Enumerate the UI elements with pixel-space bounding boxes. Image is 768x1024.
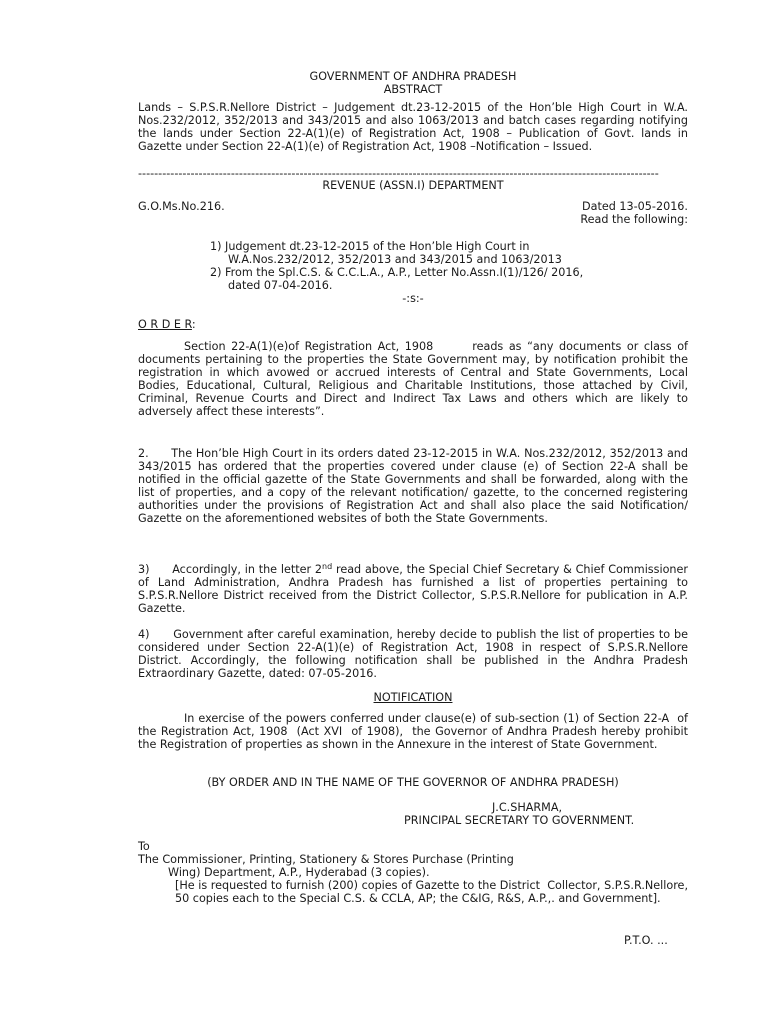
recipient-line-2: Wing) Department, A.P., Hyderabad (3 copies).	[168, 866, 430, 879]
subject-paragraph: Lands – S.P.S.R.Nellore District – Judgement dt.23-12-2015 of the Hon’ble High Court in W.A. Nos.232/2012, 352/2013 and 343/2015 and also 1063/2013 and batch cases regarding notifying the lands under Section 22-A(1)(e) of Registration Act, 1908 – Publication of Govt. lands in Gazette under Section 22-A(1)(e) of Registration Act, 1908 –Notification – Issued.	[138, 101, 688, 153]
order-paragraph-3-rest: read above, the Special Chief Secretary & Chief Commissioner of Land Administration, Andhra Pradesh has furnished a list of properties pertaining to S.P.S.R.Nellore District received from the District Collector, S.P.S.R.Nellore for publication in A.P. Gazette.	[138, 563, 688, 615]
reference-2-line-1: 2) From the Spl.C.S. & C.C.L.A., A.P., Letter No.Assn.I(1)/126/ 2016,	[210, 266, 584, 279]
abstract-label: ABSTRACT	[383, 83, 443, 96]
order-paragraph-2: 2. The Hon’ble High Court in its orders dated 23-12-2015 in W.A. Nos.232/2012, 352/2013 and 343/2015 has ordered that the properties covered under clause (e) of Section 22-A shall be notified in the official gazette of the State Governments and shall be forwarded, along with the list of properties, and a copy of the relevant notification/ gazette, to the concerned registering authorities under the provisions of Registration Act and shall also place the said Notification/ Gazette on the aforementioned websites of both the State Governments.	[138, 447, 688, 525]
pto-marker: P.T.O. ...	[624, 934, 668, 947]
signatory-name: J.C.SHARMA,	[492, 801, 563, 814]
read-following: Read the following:	[580, 213, 688, 226]
notification-body: In exercise of the powers conferred under clause(e) of sub-section (1) of Section 22-A of the Registration Act, 1908 (Act XVI of 1908), the Governor of Andhra Pradesh hereby prohibit the Registration of properties as shown in the Annexure in the interest of State Government.	[138, 712, 688, 751]
government-title: GOVERNMENT OF ANDHRA PRADESH	[309, 70, 517, 83]
reference-2-line-2: dated 07-04-2016.	[228, 279, 333, 292]
order-heading	[138, 318, 688, 331]
recipient-line-1: The Commissioner, Printing, Stationery & Stores Purchase (Printing	[138, 853, 514, 866]
separator-mark: -:s:-	[402, 292, 424, 305]
reference-1-line-2: W.A.Nos.232/2012, 352/2013 and 343/2015 and 1063/2013	[228, 253, 562, 266]
to-label: To	[138, 840, 150, 853]
order-paragraph-1: Section 22-A(1)(e)of Registration Act, 1908 reads as “any documents or class of documents pertaining to the properties the State Government may, by notification prohibit the registration in which avowed or accrued interests of Central and State Governments, Local Bodies, Educational, Cultural, Religious and Charitable Institutions, those attached by Civil, Criminal, Revenue Courts and Direct and Indirect Tax Laws and others which are likely to adversely affect these interests”.	[138, 340, 688, 418]
references-list	[210, 240, 688, 292]
order-paragraph-3	[138, 563, 688, 615]
recipient-instructions: [He is requested to furnish (200) copies of Gazette to the District Collector, S.P.S.R.Nellore, 50 copies each to the Special C.S. & CCLA, AP; the C&IG, R&S, A.P.,. and Government].	[175, 879, 688, 905]
go-number: G.O.Ms.No.216.	[138, 200, 225, 213]
order-paragraph-4: 4) Government after careful examination, hereby decide to publish the list of properties to be considered under Section 22-A(1)(e) of Registration Act, 1908 in respect of S.P.S.R.Nellore District. Accordingly, the following notification shall be published in the Andhra Pradesh Extraordinary Gazette, dated: 07-05-2016.	[138, 628, 688, 680]
signatory-title: PRINCIPAL SECRETARY TO GOVERNMENT.	[404, 814, 635, 827]
signature-block	[404, 801, 634, 827]
order-paragraph-3-start: 3) Accordingly, in the letter 2	[138, 563, 323, 576]
distribution-block	[138, 840, 688, 905]
order-heading-colon: :	[191, 318, 196, 331]
reference-1-line-1: 1) Judgement dt.23-12-2015 of the Hon’ble High Court in	[210, 240, 530, 253]
notification-heading	[138, 691, 688, 704]
order-heading-text: O R D E R	[138, 318, 192, 331]
notification-heading-text: NOTIFICATION	[373, 691, 453, 704]
dashed-divider: ---------------------------------------------------------------------------------------------------------------------------------	[138, 167, 659, 180]
department-name: REVENUE (ASSN.I) DEPARTMENT	[322, 179, 504, 192]
ordinal-superscript: nd	[322, 562, 333, 571]
go-date: Dated 13-05-2016.	[582, 200, 688, 213]
governor-order-line: (BY ORDER AND IN THE NAME OF THE GOVERNOR OF ANDHRA PRADESH)	[207, 776, 619, 789]
go-number-row	[138, 200, 688, 213]
